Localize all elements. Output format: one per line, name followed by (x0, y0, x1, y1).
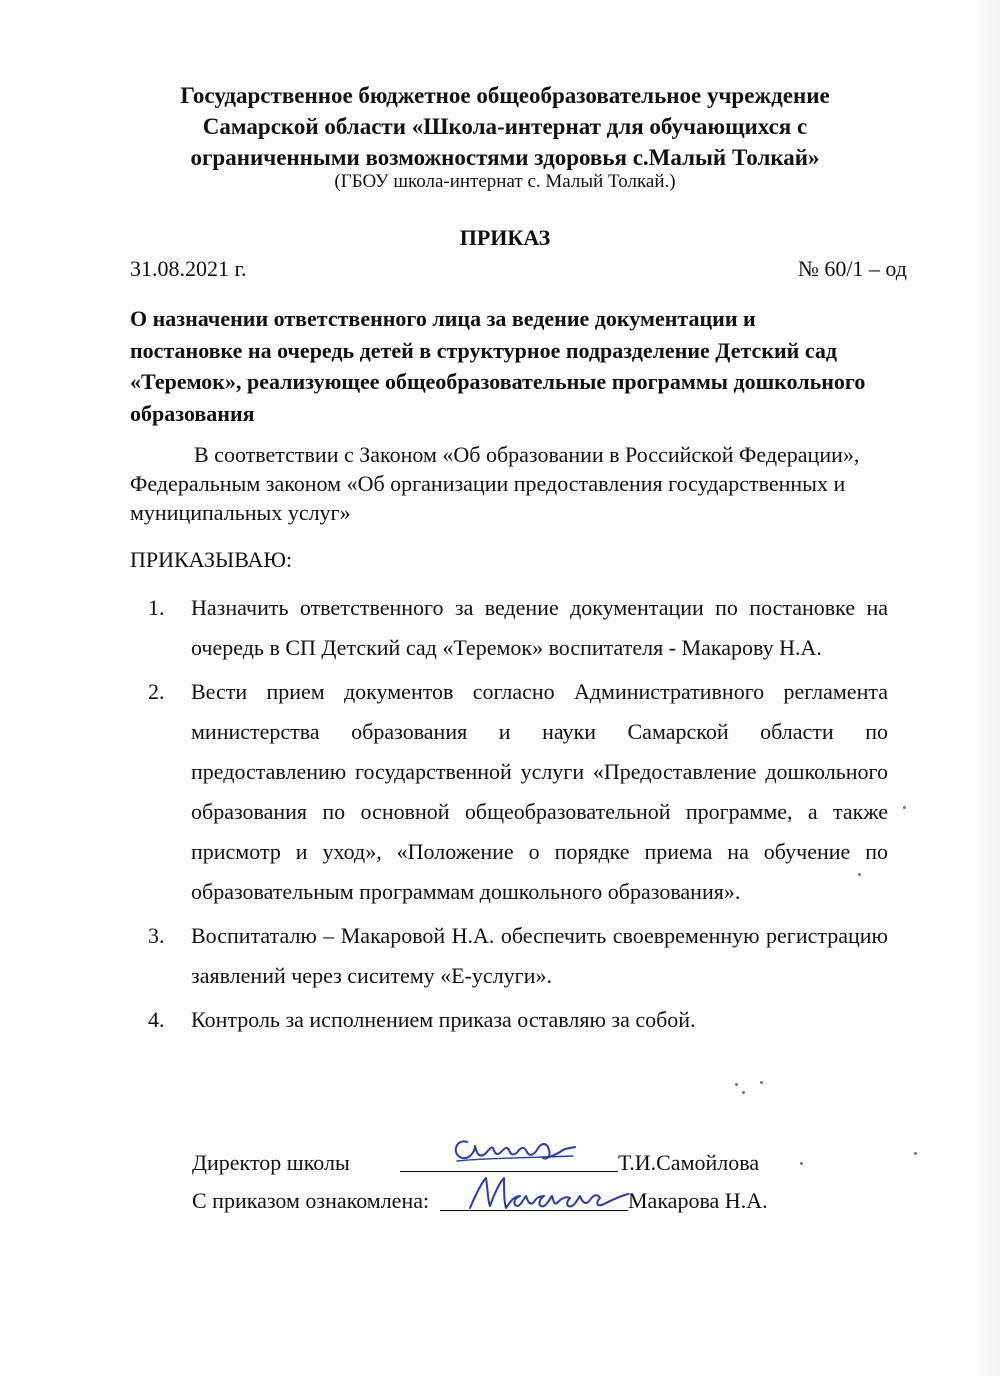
item-text: Вести прием документов согласно Административного регламента министерства образования и науки Самарской области по предоставлению государственной услуги «Предоставление дошкольного образования по основной общеобразовательной программе, а также присмотр и уход», «Положение о порядке приема на обучение по образовательным программам дошкольного образования». (191, 679, 888, 904)
document-number: № 60/1 – од (797, 256, 907, 281)
document-title: ПРИКАЗ (459, 225, 551, 250)
acknowledged-label: С приказом ознакомлена: (192, 1188, 430, 1213)
order-item (148, 672, 888, 912)
acknowledged-name: Макарова Н.А. (628, 1188, 768, 1213)
order-items (148, 588, 888, 1044)
director-handwritten-signature (445, 1128, 585, 1173)
item-number: 4. (148, 1007, 165, 1032)
header-line-3: ограниченными возможностями здоровья с.Малый Толкай» (190, 145, 820, 170)
scan-speck (735, 1083, 738, 1086)
scan-speck (914, 1152, 917, 1155)
order-item (148, 1000, 888, 1040)
header-line-2: Самарской области «Школа-интернат для обучающихся с (202, 114, 808, 139)
subject-line: «Теремок», реализующее общеобразовательные программы дошкольного (130, 369, 866, 394)
organization-short-name: (ГБОУ школа-интернат с. Малый Толкай.) (334, 171, 676, 192)
preamble (130, 440, 910, 527)
organization-header (140, 80, 870, 173)
order-item (148, 916, 888, 996)
order-word: ПРИКАЗЫВАЮ: (130, 547, 293, 572)
document-subject (130, 303, 910, 429)
item-number: 1. (148, 595, 165, 620)
subject-line: постановке на очередь детей в структурное подразделение Детский сад (130, 337, 838, 363)
preamble-line: муниципальных услуг» (130, 500, 351, 525)
order-item (148, 588, 888, 668)
preamble-line: Федеральным законом «Об организации предоставления государственных и (130, 471, 846, 496)
item-text: Назначить ответственного за ведение документации по постановке на очередь в СП Детский сад «Теремок» воспитателя - Макарову Н.А. (191, 595, 888, 660)
scan-speck (903, 806, 906, 809)
director-signature-row (192, 1150, 350, 1176)
subject-line: О назначении ответственного лица за ведение документации и (130, 306, 756, 331)
scan-speck (858, 873, 861, 876)
scan-speck (742, 1091, 745, 1094)
document-date: 31.08.2021 г. (130, 256, 247, 281)
header-line-1: Государственное бюджетное общеобразовательное учреждение (180, 83, 830, 108)
scan-edge-shadow (970, 0, 1000, 1376)
preamble-line: В соответствии с Законом «Об образовании в Российской Федерации», (194, 442, 860, 467)
director-label: Директор школы (192, 1150, 350, 1175)
item-number: 2. (148, 679, 165, 704)
scan-speck (760, 1081, 763, 1084)
scan-speck (800, 1162, 803, 1165)
item-text: Воспитаталю – Макаровой Н.А. обеспечить своевременную регистрацию заявлений через сиситему «Е-услуги». (191, 923, 888, 988)
subject-line: образования (130, 400, 255, 426)
item-text: Контроль за исполнением приказа оставляю за собой. (191, 1007, 696, 1032)
item-number: 3. (148, 923, 165, 948)
acknowledged-handwritten-signature (462, 1172, 632, 1218)
director-name: Т.И.Самойлова (618, 1150, 760, 1175)
